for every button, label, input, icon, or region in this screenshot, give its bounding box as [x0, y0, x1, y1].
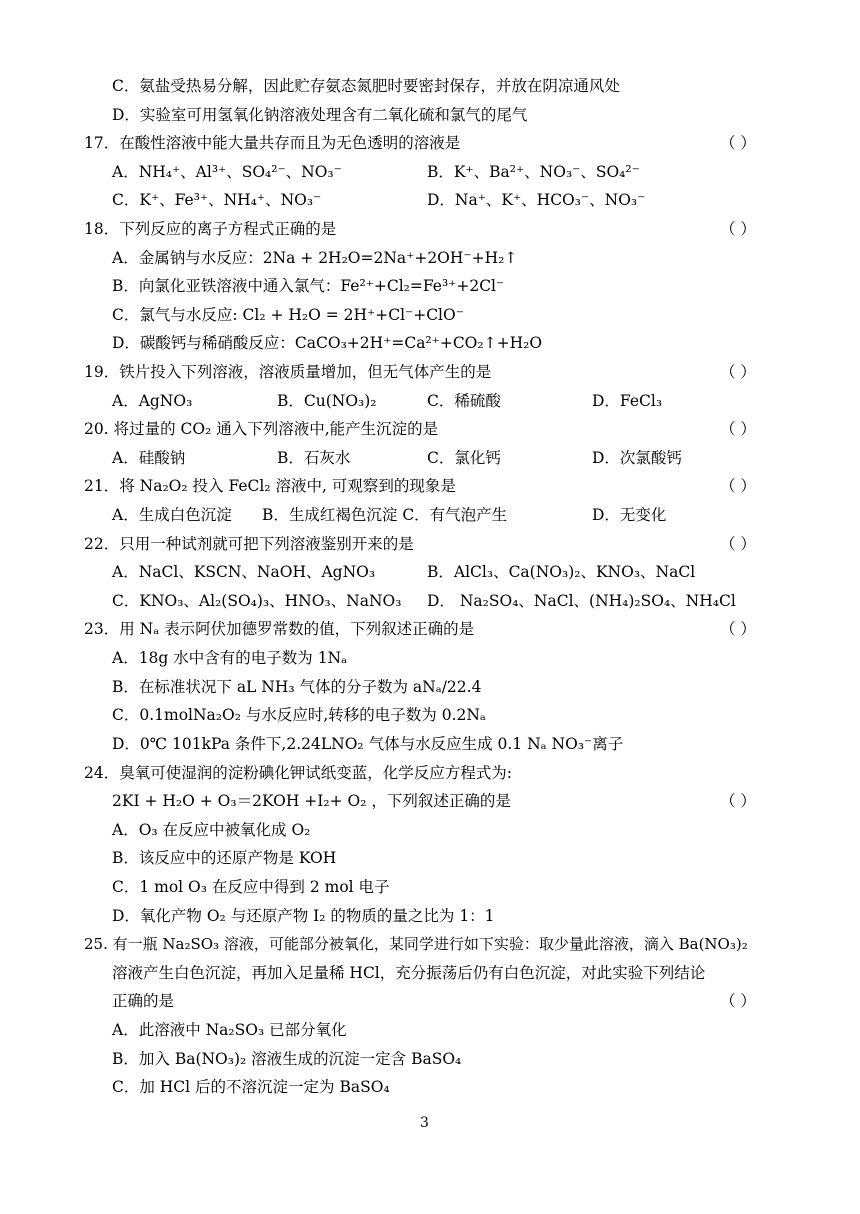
page-number: 3 — [420, 1115, 429, 1131]
option-22c: C．KNO₃、Al₂(SO₄)₃、HNO₃、NaNO₃ — [112, 592, 402, 610]
option-25a: A．此溶液中 Na₂SO₃ 已部分氧化 — [112, 1021, 347, 1039]
option-16c: C．氨盐受热易分解，因此贮存氨态氮肥时要密封保存，并放在阴凉通风处 — [112, 77, 620, 95]
option-22d: D． Na₂SO₄、NaCl、(NH₄)₂SO₄、NH₄Cl — [427, 592, 736, 610]
option-20b: B．石灰水 — [277, 449, 351, 467]
option-21d: D．无变化 — [592, 506, 667, 524]
option-25c: C．加 HCl 后的不溶沉淀一定为 BaSO₄ — [112, 1078, 390, 1096]
question-21: 21．将 Na₂O₂ 投入 FeCl₂ 溶液中, 可观察到的现象是 — [84, 477, 456, 495]
option-24d: D．氧化产物 O₂ 与还原产物 I₂ 的物质的量之比为 1：1 — [112, 907, 495, 925]
option-18b: B．向氯化亚铁溶液中通入氯气：Fe²⁺+Cl₂=Fe³⁺+2Cl⁻ — [112, 277, 505, 295]
question-22: 22．只用一种试剂就可把下列溶液鉴别开来的是 — [84, 535, 414, 553]
option-24b: B．该反应中的还原产物是 KOH — [112, 849, 337, 867]
question-20: 20. 将过量的 CO₂ 通入下列溶液中,能产生沉淀的是 — [84, 420, 439, 438]
option-17a: A．NH₄⁺、Al³⁺、SO₄²⁻、NO₃⁻ — [112, 163, 342, 181]
option-18c: C．氯气与水反应: Cl₂ + H₂O = 2H⁺+Cl⁻+ClO⁻ — [112, 306, 464, 324]
question-25-line2: 溶液产生白色沉淀，再加入足量稀 HCl，充分振荡后仍有白色沉淀，对此实验下列结论 — [112, 964, 706, 982]
answer-blank-24: （ ） — [720, 792, 756, 810]
option-20c: C．氯化钙 — [427, 449, 501, 467]
question-25: 25. 有一瓶 Na₂SO₃ 溶液，可能部分被氧化，某同学进行如下实验：取少量此溶液，滴入 Ba(NO₃)₂ — [84, 935, 748, 953]
answer-blank-22: （ ） — [720, 535, 756, 553]
answer-blank-19: （ ） — [720, 363, 756, 381]
option-23a: A．18g 水中含有的电子数为 1Nₐ — [112, 649, 348, 667]
option-21a: A．生成白色沉淀 — [112, 506, 232, 524]
answer-blank-20: （ ） — [720, 420, 756, 438]
option-24a: A．O₃ 在反应中被氧化成 O₂ — [112, 821, 311, 839]
question-19: 19．铁片投入下列溶液，溶液质量增加，但无气体产生的是 — [84, 363, 492, 381]
option-22a: A．NaCl、KSCN、NaOH、AgNO₃ — [112, 563, 376, 581]
answer-blank-17: （ ） — [720, 134, 756, 152]
option-20d: D．次氯酸钙 — [592, 449, 682, 467]
option-23d: D．0℃ 101kPa 条件下,2.24LNO₂ 气体与水反应生成 0.1 Nₐ NO₃⁻离子 — [112, 735, 624, 753]
question-18: 18．下列反应的离子方程式正确的是 — [84, 220, 337, 238]
answer-blank-18: （ ） — [720, 220, 756, 238]
option-18a: A．金属钠与水反应：2Na + 2H₂O=2Na⁺+2OH⁻+H₂↑ — [112, 249, 518, 267]
question-24-equation: 2KI + H₂O + O₃＝2KOH +I₂+ O₂ ，下列叙述正确的是 — [112, 792, 511, 810]
option-20a: A．硅酸钠 — [112, 449, 186, 467]
option-17c: C．K⁺、Fe³⁺、NH₄⁺、NO₃⁻ — [112, 191, 322, 209]
answer-blank-23: （ ） — [720, 620, 756, 638]
option-25b: B．加入 Ba(NO₃)₂ 溶液生成的沉淀一定含 BaSO₄ — [112, 1050, 462, 1068]
option-22b: B．AlCl₃、Ca(NO₃)₂、KNO₃、NaCl — [427, 563, 696, 581]
option-18d: D．碳酸钙与稀硝酸反应：CaCO₃+2H⁺=Ca²⁺+CO₂↑+H₂O — [112, 334, 543, 352]
option-17b: B．K⁺、Ba²⁺、NO₃⁻、SO₄²⁻ — [427, 163, 640, 181]
option-19b: B．Cu(NO₃)₂ — [277, 392, 377, 410]
option-17d: D．Na⁺、K⁺、HCO₃⁻、NO₃⁻ — [427, 191, 646, 209]
option-19d: D．FeCl₃ — [592, 392, 663, 410]
question-24: 24．臭氧可使湿润的淀粉碘化钾试纸变蓝，化学反应方程式为: — [84, 764, 512, 782]
option-19a: A．AgNO₃ — [112, 392, 193, 410]
answer-blank-21: （ ） — [720, 477, 756, 495]
option-19c: C．稀硫酸 — [427, 392, 501, 410]
question-25-line3: 正确的是 — [112, 992, 175, 1010]
option-21bc: B．生成红褐色沉淀 C．有气泡产生 — [262, 506, 508, 524]
answer-blank-25: （ ） — [720, 992, 756, 1010]
option-16d: D．实验室可用氢氧化钠溶液处理含有二氧化硫和氯气的尾气 — [112, 106, 528, 124]
option-23b: B．在标准状况下 aL NH₃ 气体的分子数为 aNₐ/22.4 — [112, 678, 482, 696]
question-23: 23．用 Nₐ 表示阿伏加德罗常数的值，下列叙述正确的是 — [84, 620, 475, 638]
option-23c: C．0.1molNa₂O₂ 与水反应时,转移的电子数为 0.2Nₐ — [112, 706, 486, 724]
option-24c: C．1 mol O₃ 在反应中得到 2 mol 电子 — [112, 878, 390, 896]
question-17: 17．在酸性溶液中能大量共存而且为无色透明的溶液是 — [84, 134, 461, 152]
